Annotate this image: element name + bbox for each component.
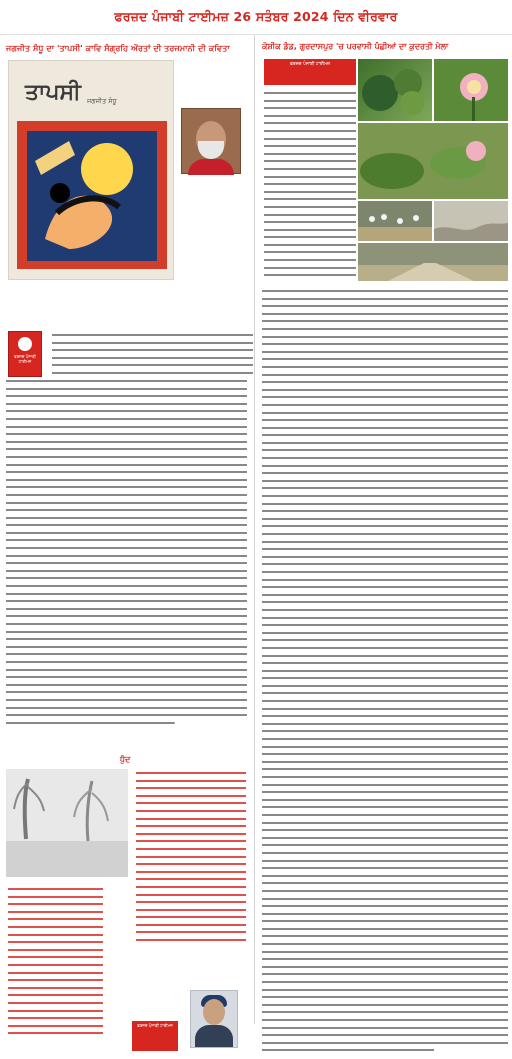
fog-image [6,769,128,877]
author-shirt [188,159,234,175]
birds-wetland-illustration [358,201,432,241]
shoreline-illustration [434,201,508,241]
poem-logo-badge [132,1021,178,1051]
logo-seal-icon [18,337,32,351]
poem-right-lines [136,769,246,944]
left-headline: ਜਗਜੀਤ ਸੰਧੂ ਦਾ 'ਤਾਪਸੀ' ਕਾਵਿ ਸੰਗ੍ਰਹਿ ਔਰਤਾਂ ਦੀ ਤਰਜਮਾਨੀ ਦੀ ਕਵਿਤਾ [6,43,230,53]
poem-left-lines [8,885,103,1037]
book-cover [8,60,174,280]
wetland-photo-3 [358,123,508,199]
wetland-photo-5 [434,201,508,241]
column-divider [254,35,255,1024]
author-photo [181,108,241,174]
wetland-photo-4 [358,201,432,241]
right-article-top [264,89,356,279]
poem-title: ਧੁੰਦ [120,755,131,764]
right-article-body [262,287,508,1054]
newspaper-logo-badge [8,331,42,377]
book-block [8,60,246,280]
wetland-photo-1 [358,59,432,121]
logo-badge-text: ਫਰਜ਼ਦ ਪੰਜਾਬੀ ਟਾਈਮਜ਼ [14,354,36,364]
lotus-flower-illustration [434,59,508,121]
wetland-photo-6 [358,243,508,281]
right-headline: ਕੋਸ਼ੀਕ ਡੰਡ, ਗੁਰਦਾਸਪੁਰ 'ਚ ਪਰਵਾਸੀ ਪੰਛੀਆਂ ਦਾ ਕੁਦਰਤੀ ਮੇਲਾ [262,42,449,51]
poem-section [0,745,253,1059]
author-beard [198,141,224,159]
right-badge-text: ਫਰਜ਼ਦ ਪੰਜਾਬੀ ਟਾਈਮਜ਼ [289,62,331,67]
book-illustration [17,121,167,269]
left-column [0,35,253,1028]
right-column [258,35,512,1024]
poet-photo [190,990,238,1048]
lotus-pond-illustration [358,123,508,199]
masthead-title: ਫਰਜ਼ਦ ਪੰਜਾਬੀ ਟਾਈਮਜ਼ 26 ਸਤੰਬਰ 2024 ਦਿਨ ਵੀਰਵਾਰ [114,9,398,24]
poem-badge-text: ਫਰਜ਼ਦ ਪੰਜਾਬੀ ਟਾਈਮਜ਼ [137,1023,173,1028]
path-landscape-illustration [358,243,508,281]
right-logo-badge [264,59,356,85]
book-title: ਤਾਪਸੀ [25,79,81,105]
left-article-body [0,377,253,726]
lotus-leaves-illustration [358,59,432,121]
left-article-top [46,331,259,377]
book-author: ਜਗਜੀਤ ਸੰਧੂ [87,97,117,105]
wetland-photo-grid [358,59,508,281]
fog-trees-illustration [6,769,128,877]
wetland-photo-2 [434,59,508,121]
poet-face [203,999,225,1025]
poet-body [195,1025,233,1047]
masthead [0,0,512,35]
